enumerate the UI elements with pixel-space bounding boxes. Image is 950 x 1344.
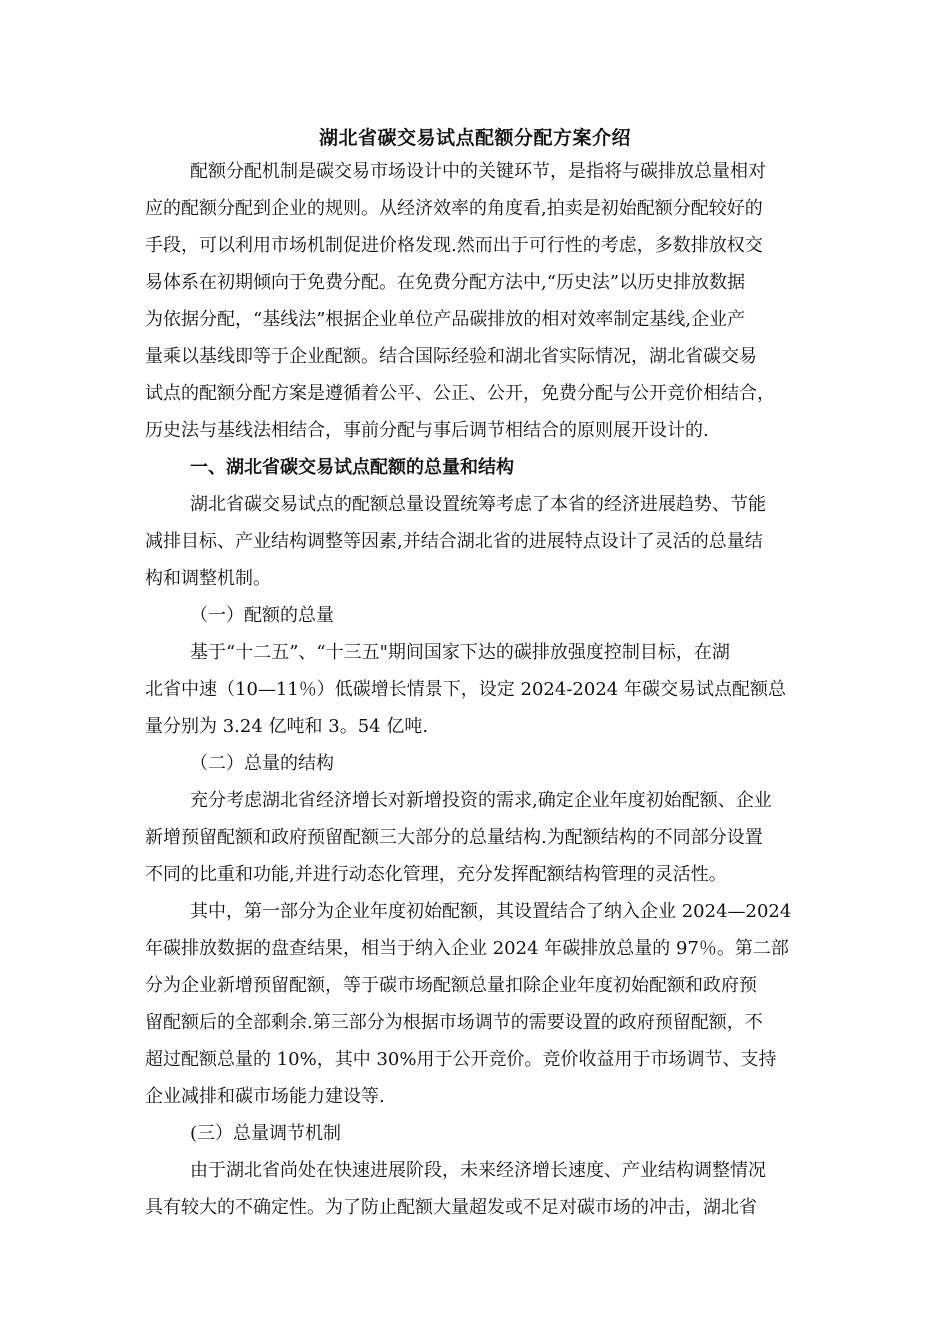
paragraph-line: 构和调整机制。 bbox=[145, 568, 271, 589]
paragraph-line: 试点的配额分配方案是遵循着公平、公正、公开，免费分配与公开竞价相结合， bbox=[145, 383, 775, 404]
paragraph-line: 量乘以基线即等于企业配额。结合国际经验和湖北省实际情况，湖北省碳交易 bbox=[145, 346, 757, 367]
paragraph-line: 应的配额分配到企业的规则。从经济效率的角度看,拍卖是初始配额分配较好的 bbox=[145, 198, 763, 219]
paragraph-line: 不同的比重和功能,并进行动态化管理，充分发挥配额结构管理的灵活性。 bbox=[145, 864, 727, 885]
paragraph-line: 基于“十二五”、“十三五"期间国家下达的碳排放强度控制目标，在湖 bbox=[190, 642, 730, 663]
document-title: 湖北省碳交易试点配额分配方案介绍 bbox=[318, 127, 631, 149]
paragraph-line: 其中，第一部分为企业年度初始配额，其设置结合了纳入企业 2024—2024 bbox=[190, 901, 792, 922]
paragraph-line: 为依据分配，“基线法”根据企业单位产品碳排放的相对效率制定基线,企业产 bbox=[145, 309, 746, 330]
subsection-heading: （一）配额的总量 bbox=[190, 605, 334, 626]
paragraph-line: 北省中速（10—11％）低碳增长情景下，设定 2024-2024 年碳交易试点配额总 bbox=[145, 679, 786, 700]
paragraph-line: 分为企业新增预留配额，等于碳市场配额总量扣除企业年度初始配额和政府预 bbox=[145, 975, 757, 996]
paragraph-line: 减排目标、产业结构调整等因素,并结合湖北省的进展特点设计了灵活的总量结 bbox=[145, 531, 763, 552]
paragraph-line: 易体系在初期倾向于免费分配。在免费分配方法中,“历史法”以历史排放数据 bbox=[145, 272, 746, 293]
paragraph-line: 手段，可以利用市场机制促进价格发现.然而出于可行性的考虑，多数排放权交 bbox=[145, 235, 763, 256]
subsection-heading: (三）总量调节机制 bbox=[190, 1123, 342, 1144]
subsection-heading: （二）总量的结构 bbox=[190, 753, 334, 774]
section-heading: 一、湖北省碳交易试点配额的总量和结构 bbox=[190, 457, 514, 478]
paragraph-line: 湖北省碳交易试点的配额总量设置统筹考虑了本省的经济进展趋势、节能 bbox=[190, 494, 766, 515]
paragraph-line: 超过配额总量的 10%，其中 30%用于公开竞价。竞价收益用于市场调节、支持 bbox=[145, 1049, 777, 1070]
paragraph-line: 年碳排放数据的盘查结果，相当于纳入企业 2024 年碳排放总量的 97％。第二部 bbox=[145, 938, 789, 959]
paragraph-line: 具有较大的不确定性。为了防止配额大量超发或不足对碳市场的冲击，湖北省 bbox=[145, 1197, 757, 1218]
paragraph-line: 充分考虑湖北省经济增长对新增投资的需求,确定企业年度初始配额、企业 bbox=[190, 790, 772, 811]
paragraph-line: 由于湖北省尚处在快速进展阶段，未来经济增长速度、产业结构调整情况 bbox=[190, 1160, 766, 1181]
paragraph-line: 量分别为 3.24 亿吨和 3。54 亿吨. bbox=[145, 716, 429, 737]
paragraph-line: 留配额后的全部剩余.第三部分为根据市场调节的需要设置的政府预留配额，不 bbox=[145, 1012, 763, 1033]
paragraph-line: 配额分配机制是碳交易市场设计中的关键环节，是指将与碳排放总量相对 bbox=[190, 161, 766, 182]
paragraph-line: 历史法与基线法相结合，事前分配与事后调节相结合的原则展开设计的. bbox=[145, 420, 709, 441]
paragraph-line: 新增预留配额和政府预留配额三大部分的总量结构.为配额结构的不同部分设置 bbox=[145, 827, 763, 848]
paragraph-line: 企业减排和碳市场能力建设等. bbox=[145, 1086, 385, 1107]
